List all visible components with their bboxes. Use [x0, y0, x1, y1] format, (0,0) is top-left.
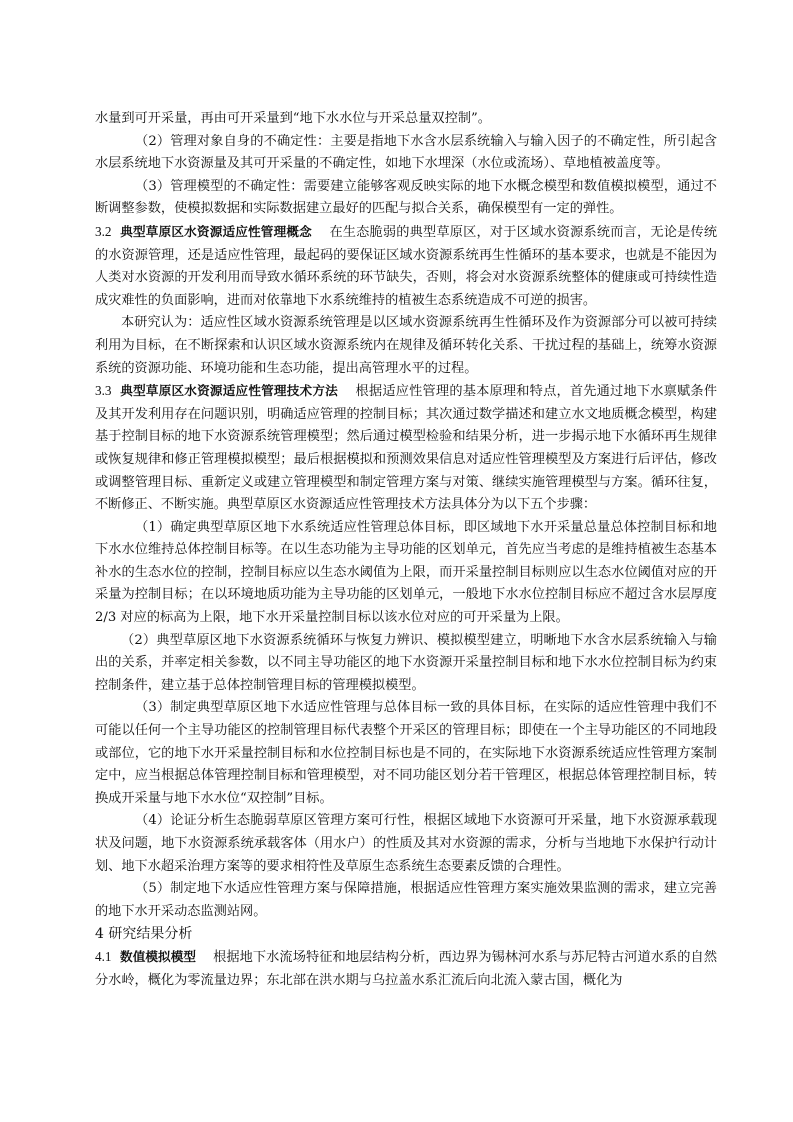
document-page	[95, 108, 717, 992]
section-3-2-number: 3.2	[95, 223, 112, 239]
step-1: （1）确定典型草原区地下水系统适应性管理总体目标，即区域地下水开采量总量总体控制目标和地下水水位维持总体控制目标等。在以生态功能为主导功能的区划单元，首先应当考虑的是维持植被生态基本补水的生态水位的控制，控制目标应以生态水阈值为上限，而开采量控制目标则应以生态水位阈值对应的开采量为控制目标；在以环境地质功能为主导功能的区划单元，一般地下水水位控制目标应不超过含水层厚度 2/3 对应的标高为上限，地下水开采量控制目标以该水位对应的可开采量为上限。	[95, 519, 717, 626]
paragraph-uncertainty-model: （3）管理模型的不确定性：需要建立能够客观反映实际的地下水概念模型和数值模拟模型，通过不断调整参数，使模拟数据和实际数据建立最好的匹配与拟合关系，确保模型有一定的弹性。	[95, 178, 717, 217]
step-3: （3）制定典型草原区地下水适应性管理与总体目标一致的具体目标，在实际的适应性管理中我们不可能以任何一个主导功能区的控制管理目标代表整个开采区的管理目标；即使在一个主导功能区的不同地段或部位，它的地下水开采量控制目标和水位控制目标也是不同的，在实际地下水资源系统适应性管理方案制定中，应当根据总体管理控制目标和管理模型，对不同功能区划分若干管理区，根据总体管理控制目标，转换成开采量与地下水水位“双控制”目标。	[95, 700, 717, 806]
step-5: （5）制定地下水适应性管理方案与保障措施，根据适应性管理方案实施效果监测的需求，建立完善的地下水开采动态监测站网。	[95, 881, 717, 919]
paragraph-continuation: 水量到可开采量，再由可开采量到“地下水水位与开采总量双控制”。	[95, 111, 491, 126]
section-3-2-title: 典型草原区水资源适应性管理概念	[120, 223, 312, 239]
section-3-2	[95, 221, 717, 312]
section-4-1-number: 4.1	[95, 948, 112, 964]
section-3-3-body: 根据适应性管理的基本原理和特点，首先通过地下水禀赋条件及其开发利用存在问题识别，明确适应管理的控制目标；其次通过数学描述和建立水文地质概念模型，构建基于控制目标的地下水资源系统管理模型；然后通过模型检验和结果分析，进一步揭示地下水循环再生规律或恢复规律和修正管理模拟模型；最后根据模拟和预测效果信息对适应性管理模型及方案进行后评估，修改或调整管理目标、重新定义或建立管理模型和制定管理方案与对策、继续实施管理模型与方案。循环往复，不断修正、不断实施。典型草原区水资源适应性管理技术方法具体分为以下五个步骤：	[95, 384, 718, 513]
section-4-1	[95, 946, 717, 992]
section-3-3-number: 3.3	[95, 383, 112, 399]
section-4-1-body: 根据地下水流场特征和地层结构分析，西边界为锡林河水系与苏尼特古河道水系的自然分水岭，概化为零流量边界；东北部在洪水期与乌拉盖水系汇流后向北流入蒙古国，概化为	[95, 949, 718, 988]
section-3-3	[95, 380, 717, 517]
chapter-4-heading: 4 研究结果分析	[95, 926, 193, 943]
step-4: （4）论证分析生态脆弱草原区管理方案可行性，根据区域地下水资源可开采量，地下水资源承载现状及问题，地下水资源系统承载客体（用水户）的性质及其对水资源的需求，分析与当地地下水保护行动计划、地下水超采治理方案等的要求相符性及草原生态系统生态要素反馈的合理性。	[95, 813, 717, 874]
section-3-3-title: 典型草原区水资源适应性管理技术方法	[120, 383, 338, 399]
step-2: （2）典型草原区地下水资源系统循环与恢复力辨识、模拟模型建立，明晰地下水含水层系统输入与输出的关系，并率定相关参数，以不同主导功能区的地下水资源开采量控制目标和地下水水位控制目标为约束控制条件，建立基于总体控制管理目标的管理模拟模型。	[95, 632, 717, 693]
section-4-1-title: 数值模拟模型	[120, 948, 197, 964]
section-3-2-body: 在生态脆弱的典型草原区，对于区域水资源系统而言，无论是传统的水资源管理，还是适应性管理，最起码的要保证区域水资源系统再生性循环的基本要求，也就是不能因为人类对水资源的开发利用而导致水循环系统的环节缺失，否则，将会对水资源系统整体的健康或可持续性造成灾难性的负面影响，进而对依靠地下水系统维持的植被生态系统造成不可逆的损害。	[95, 224, 718, 308]
paragraph-uncertainty-object: （2）管理对象自身的不确定性：主要是指地下水含水层系统输入与输入因子的不确定性，所引起含水层系统地下水资源量及其可开采量的不确定性，如地下水埋深（水位或流场）、草地植被盖度等。	[95, 133, 717, 172]
paragraph-research-view: 本研究认为：适应性区域水资源系统管理是以区域水资源系统再生性循环及作为资源部分可以被可持续利用为目标，在不断探索和认识区域水资源系统内在规律及循环转化关系、干扰过程的基础上，统筹水资源系统的资源功能、环境功能和生态功能，提出高管理水平的过程。	[95, 315, 717, 376]
